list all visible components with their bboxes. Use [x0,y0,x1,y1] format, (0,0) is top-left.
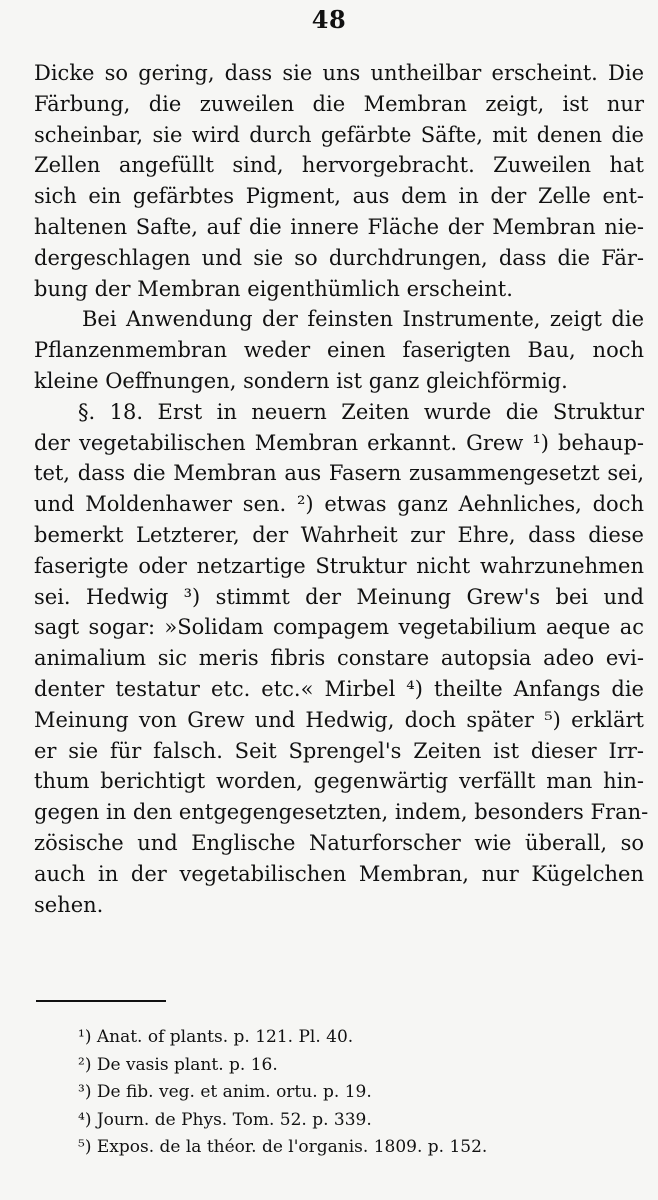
text-line: auch in der vegetabilischen Membran, nur Kügelchen [34,861,644,886]
text-line: kleine Oeffnungen, sondern ist ganz gleichförmig. [34,368,568,393]
text-line: scheinbar, sie wird durch gefärbte Säfte, mit denen die [34,122,644,147]
text-line: sagt sogar: »Solidam compagem vegetabilium aeque ac [34,615,644,640]
footnote-item: ²) De vasis plant. p. 16. [78,1054,278,1075]
text-line: faserigte oder netzartige Struktur nicht wahrzunehmen [34,553,644,578]
text-line: denter testatur etc. etc.« Mirbel ⁴) theilte Anfangs die [34,676,644,701]
text-line: gegen in den entgegengesetzten, indem, besonders Fran- [34,800,649,825]
section-heading-line: §. 18. Erst in neuern Zeiten wurde die Struktur [78,399,644,424]
footnote-item: ¹) Anat. of plants. p. 121. Pl. 40. [78,1027,354,1047]
text-line: Färbung, die zuweilen die Membran zeigt, ist nur [34,91,644,116]
text-line: sich ein gefärbtes Pigment, aus dem in der Zelle ent- [34,184,644,209]
text-line: Zellen angefüllt sind, hervorgebracht. Zuweilen hat [34,153,644,178]
text-line: sei. Hedwig ³) stimmt der Meinung Grew's bei und [34,584,644,609]
text-line: animalium sic meris fibris constare autopsia adeo evi- [34,646,644,671]
footnote-divider [36,1000,166,1002]
text-line: thum berichtigt worden, gegenwärtig verfällt man hin- [34,769,644,794]
text-line: zösische und Englische Naturforscher wie überall, so [34,830,644,855]
page-number: 48 [311,5,347,34]
footnote-item: ⁴) Journ. de Phys. Tom. 52. p. 339. [78,1109,372,1130]
text-line: Bei Anwendung der feinsten Instrumente, zeigt die [82,307,644,332]
text-line: tet, dass die Membran aus Fasern zusammengesetzt sei, [34,461,644,486]
text-line: dergeschlagen und sie so durchdrungen, dass die Fär- [34,245,644,270]
text-line: haltenen Safte, auf die innere Fläche der Membran nie- [34,214,644,239]
text-line: sehen. [34,892,104,917]
text-line: Pflanzenmembran weder einen faserigten Bau, noch [34,338,644,363]
text-line: und Moldenhawer sen. ²) etwas ganz Aehnliches, doch [34,492,644,517]
text-line: bung der Membran eigenthümlich erscheint. [34,276,513,301]
footnote-item: ⁵) Expos. de la théor. de l'organis. 1809. p. 152. [78,1137,488,1157]
text-line: er sie für falsch. Seit Sprengel's Zeiten ist dieser Irr- [34,738,644,763]
footnotes [78,1024,618,1162]
text-line: bemerkt Letzterer, der Wahrheit zur Ehre, dass diese [34,522,644,547]
text-line: der vegetabilischen Membran erkannt. Grew ¹) behaup- [34,430,644,455]
text-line: Meinung von Grew und Hedwig, doch später ⁵) erklärt [34,707,644,732]
footnote-item: ³) De fib. veg. et anim. ortu. p. 19. [78,1082,372,1102]
main-text [34,58,649,920]
text-line: Dicke so gering, dass sie uns untheilbar erscheint. Die [34,61,644,85]
